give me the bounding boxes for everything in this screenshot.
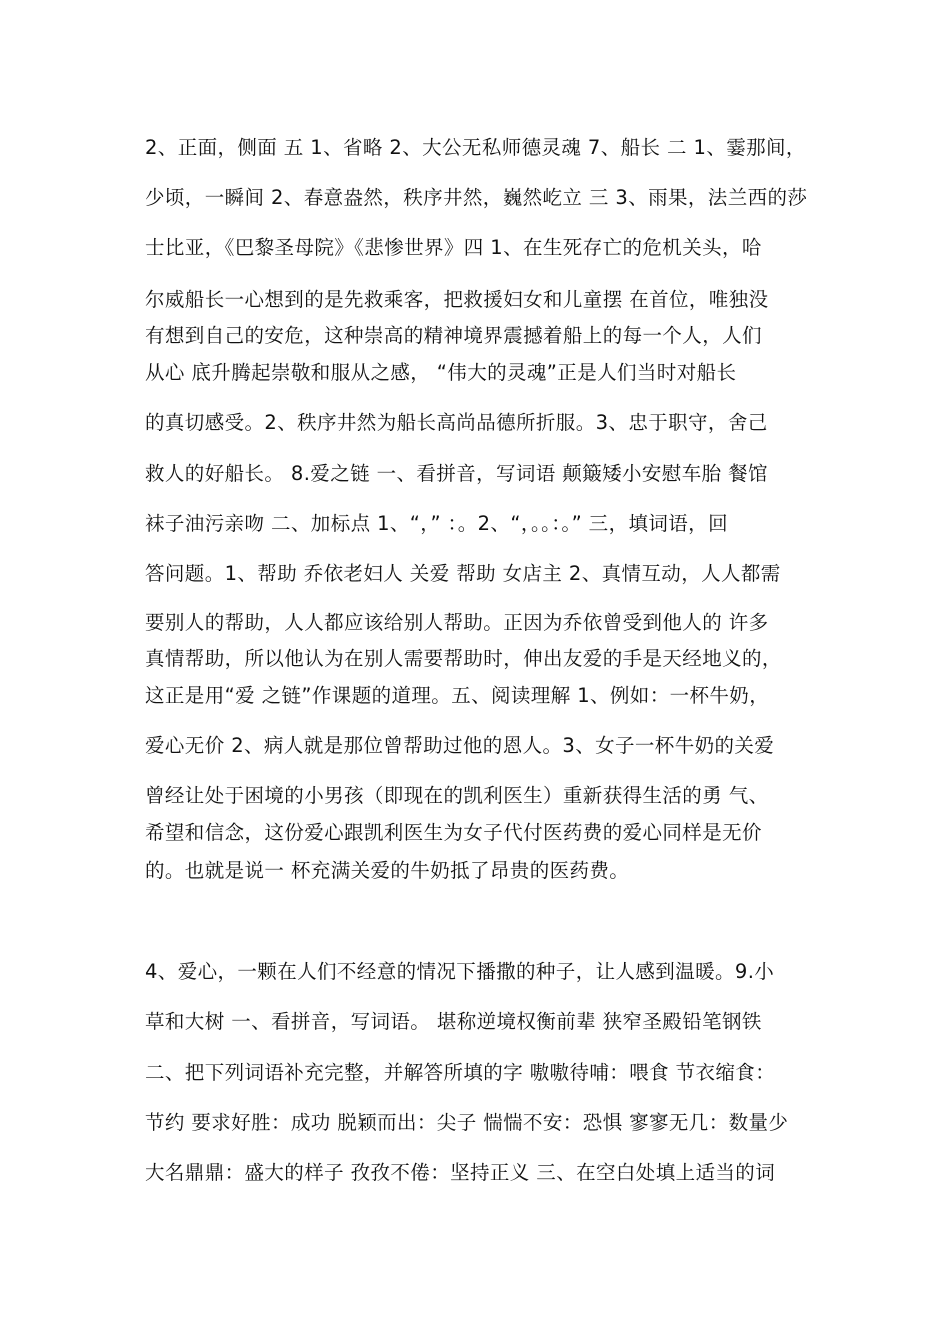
text-line: 从心 底升腾起崇敬和服从之感， “伟大的灵魂”正是人们当时对船长	[145, 361, 737, 384]
text-line: 要别人的帮助，人人都应该给别人帮助。正因为乔依曾受到他人的 许多	[145, 611, 769, 634]
text-line: 草和大树 一、看拼音，写词语。 堪称逆境权衡前辈 狭窄圣殿铅笔钢铁	[145, 1010, 762, 1033]
text-line: 救人的好船长。 8.爱之链 一、看拼音，写词语 颠簸矮小安慰车胎 餐馆	[145, 462, 768, 485]
text-line: 少顷，一瞬间 2、春意盎然，秩序井然，巍然屹立 三 3、雨果，法兰西的莎	[145, 186, 808, 209]
text-line: 希望和信念，这份爱心跟凯利医生为女子代付医药费的爱心同样是无价	[145, 821, 762, 844]
text-line: 节约 要求好胜：成功 脱颖而出：尖子 惴惴不安：恐惧 寥寥无几：数量少	[145, 1111, 789, 1134]
text-line: 答问题。1、帮助 乔依老妇人 关爱 帮助 女店主 2、真情互动，人人都需	[145, 562, 781, 585]
text-line: 真情帮助，所以他认为在别人需要帮助时，伸出友爱的手是天经地义的，	[145, 647, 782, 670]
text-line: 4、爱心，一颗在人们不经意的情况下播撒的种子，让人感到温暖。9.小	[145, 960, 775, 983]
text-line: 的。也就是说一 杯充满关爱的牛奶抵了昂贵的医药费。	[145, 859, 630, 882]
text-line: 的真切感受。2、秩序井然为船长高尚品德所折服。3、忠于职守，舍己	[145, 411, 768, 434]
text-line: 二、把下列词语补充完整，并解答所填的字 嗷嗷待哺：喂食 节衣缩食：	[145, 1061, 776, 1084]
text-line: 2、正面，侧面 五 1、省略 2、大公无私师德灵魂 7、船长 二 1、霎那间，	[145, 136, 806, 159]
text-line: 尔威船长一心想到的是先救乘客，把救援妇女和儿童摆 在首位，唯独没	[145, 288, 769, 311]
text-line: 士比亚，《巴黎圣母院》《悲惨世界》四 1、在生死存亡的危机关头，哈	[145, 236, 762, 259]
text-line: 袜子油污亲吻 二、加标点 1、“，” ：。2、“，。。：。” 三，填词语，回	[145, 512, 728, 535]
text-line: 大名鼎鼎：盛大的样子 孜孜不倦：坚持正义 三、在空白处填上适当的词	[145, 1161, 776, 1184]
text-line: 有想到自己的安危，这种崇高的精神境界震撼着船上的每一个人，人们	[145, 324, 762, 347]
text-line: 曾经让处于困境的小男孩（即现在的凯利医生）重新获得生活的勇 气、	[145, 784, 769, 807]
text-line: 爱心无价 2、病人就是那位曾帮助过他的恩人。3、女子一杯牛奶的关爱	[145, 734, 775, 757]
text-line: 这正是用“爱 之链”作课题的道理。五、阅读理解 1、例如：一杯牛奶，	[145, 684, 770, 707]
